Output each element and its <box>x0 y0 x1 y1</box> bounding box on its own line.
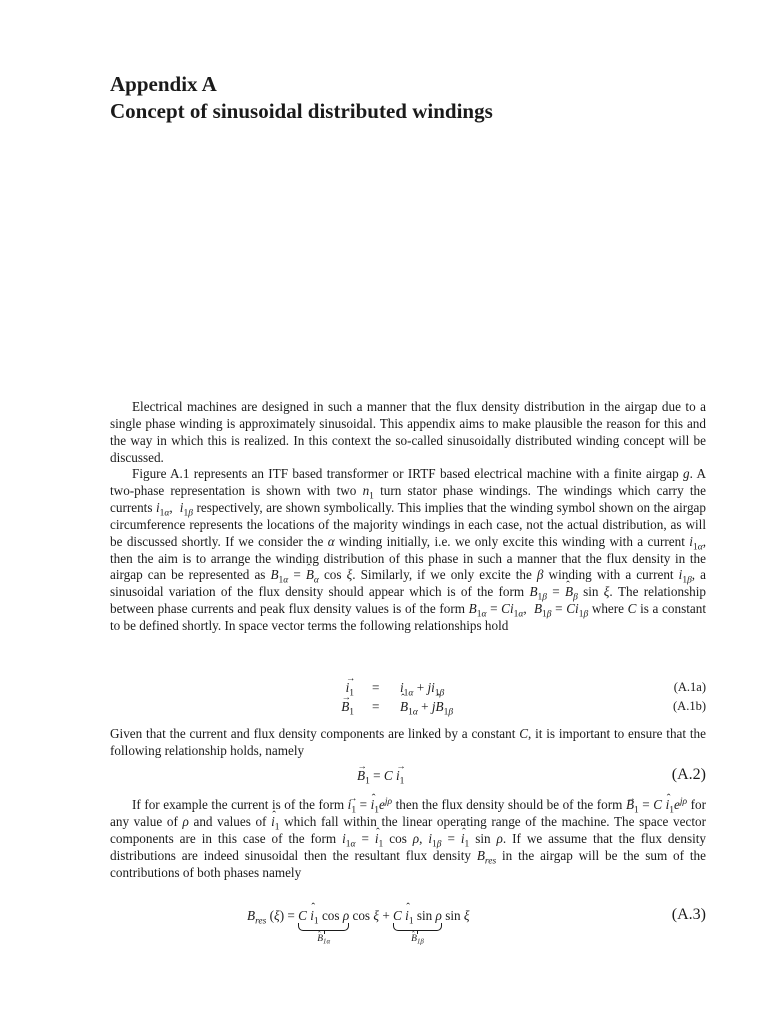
paragraph-constant-link: Given that the current and flux density components are linked by a constant C, it is important to ensure that the following relationship holds, namely <box>110 726 706 758</box>
equation-a3-number: (A.3) <box>671 906 706 923</box>
equation-a2-number: (A.2) <box>671 766 706 783</box>
appendix-label: Appendix A <box>110 72 217 96</box>
equation-a1b: → $B_1$ = ˆ $B_{1\alpha}$ + jˆ $B_{1\beta}$ (A.1b) <box>110 699 706 717</box>
paragraph-example: If for example the current is of the form → $i_1$ = ˆ $i_1e^{j\rho}$ then the flux density should be of the form → $B_1 = C$ ˆ $i_1e^{j\rho}$ for any value of ρ and values of ˆ $i_1$ which fall within the linear operating range of the machine. The space vector components are in this case of the form $i_{1\alpha}$ = ˆ $i_1$ cos ρ, $i_{1\beta}$ = ˆ $i_1$ sin ρ. If we assume that the flux density distributions are indeed sinusoidal then the resultant flux density $B_{res}$ in the airgap will be the sum of the contributions of both phases namely <box>110 797 706 882</box>
paragraph-figure-description: Figure A.1 represents an ITF based transformer or IRTF based electrical machine with a finite airgap g. A two-phase representation is shown with two $n_1$ turn stator phase windings. The windings which carry the currents $i_{1\alpha}$, $i_{1\beta}$ respectively, are shown symbolically. This implies that the winding symbol shown on the airgap circumference represents the locations of the majority windings in each case, not the actual distribution, as will be discussed shortly. If we consider the α winding initially, i.e. we only excite this winding with a current $i_{1\alpha}$, then the aim is to arrange the winding distribution of this phase in such a manner that the flux density in the airgap can be represented as $B_{1\alpha}$ = ˆ $B_\alpha$ cos ξ. Similarly, if we only excite the β winding with a current $i_{1\beta}$, a sinusoidal variation of the flux density should appear which is of the form $B_{1\beta}$ = ˆ $B_\beta$ sin ξ. The relationship between phase currents and peak flux density values is of the form $B_{1\alpha} = Ci_{1\alpha}$, $B_{1\beta} = Ci_{1\beta}$ where C is a constant to be defined shortly. In space vector terms the following relationships hold <box>110 466 706 635</box>
underbrace-b1alpha: C ˆ $i_1$ cos ρ ˆ $B_{1\alpha}$ <box>298 908 349 924</box>
equation-a2: → $B_1 = C \to i_1$ (A.2) <box>110 768 706 788</box>
equation-a1b-number: (A.1b) <box>673 699 706 713</box>
paragraph-intro: Electrical machines are designed in such a manner that the flux density distribution in the airgap due to a single phase winding is approximately sinusoidal. This appendix aims to make plausible the reason for this and the way in which this is realized. In this context the so-called sinusoidally distributed winding concept will be discussed. <box>110 399 706 465</box>
appendix-title: Concept of sinusoidal distributed windings <box>110 99 493 123</box>
equation-a1a: → $i_1$ = $i_{1\alpha} + ji_{1\beta}$ (A.1a) <box>110 680 706 698</box>
equation-a3: $B_{res}$ (ξ) = C ˆ $i_1$ cos ρ ˆ $B_{1\alpha}$ cos ξ + C ˆ $i_1$ sin ρ ˆ $B_{1\beta}$ sin ξ (A.3) <box>110 908 706 954</box>
equation-a1a-number: (A.1a) <box>673 680 706 694</box>
underbrace-b1beta: C ˆ $i_1$ sin ρ ˆ $B_{1\beta}$ <box>393 908 442 924</box>
